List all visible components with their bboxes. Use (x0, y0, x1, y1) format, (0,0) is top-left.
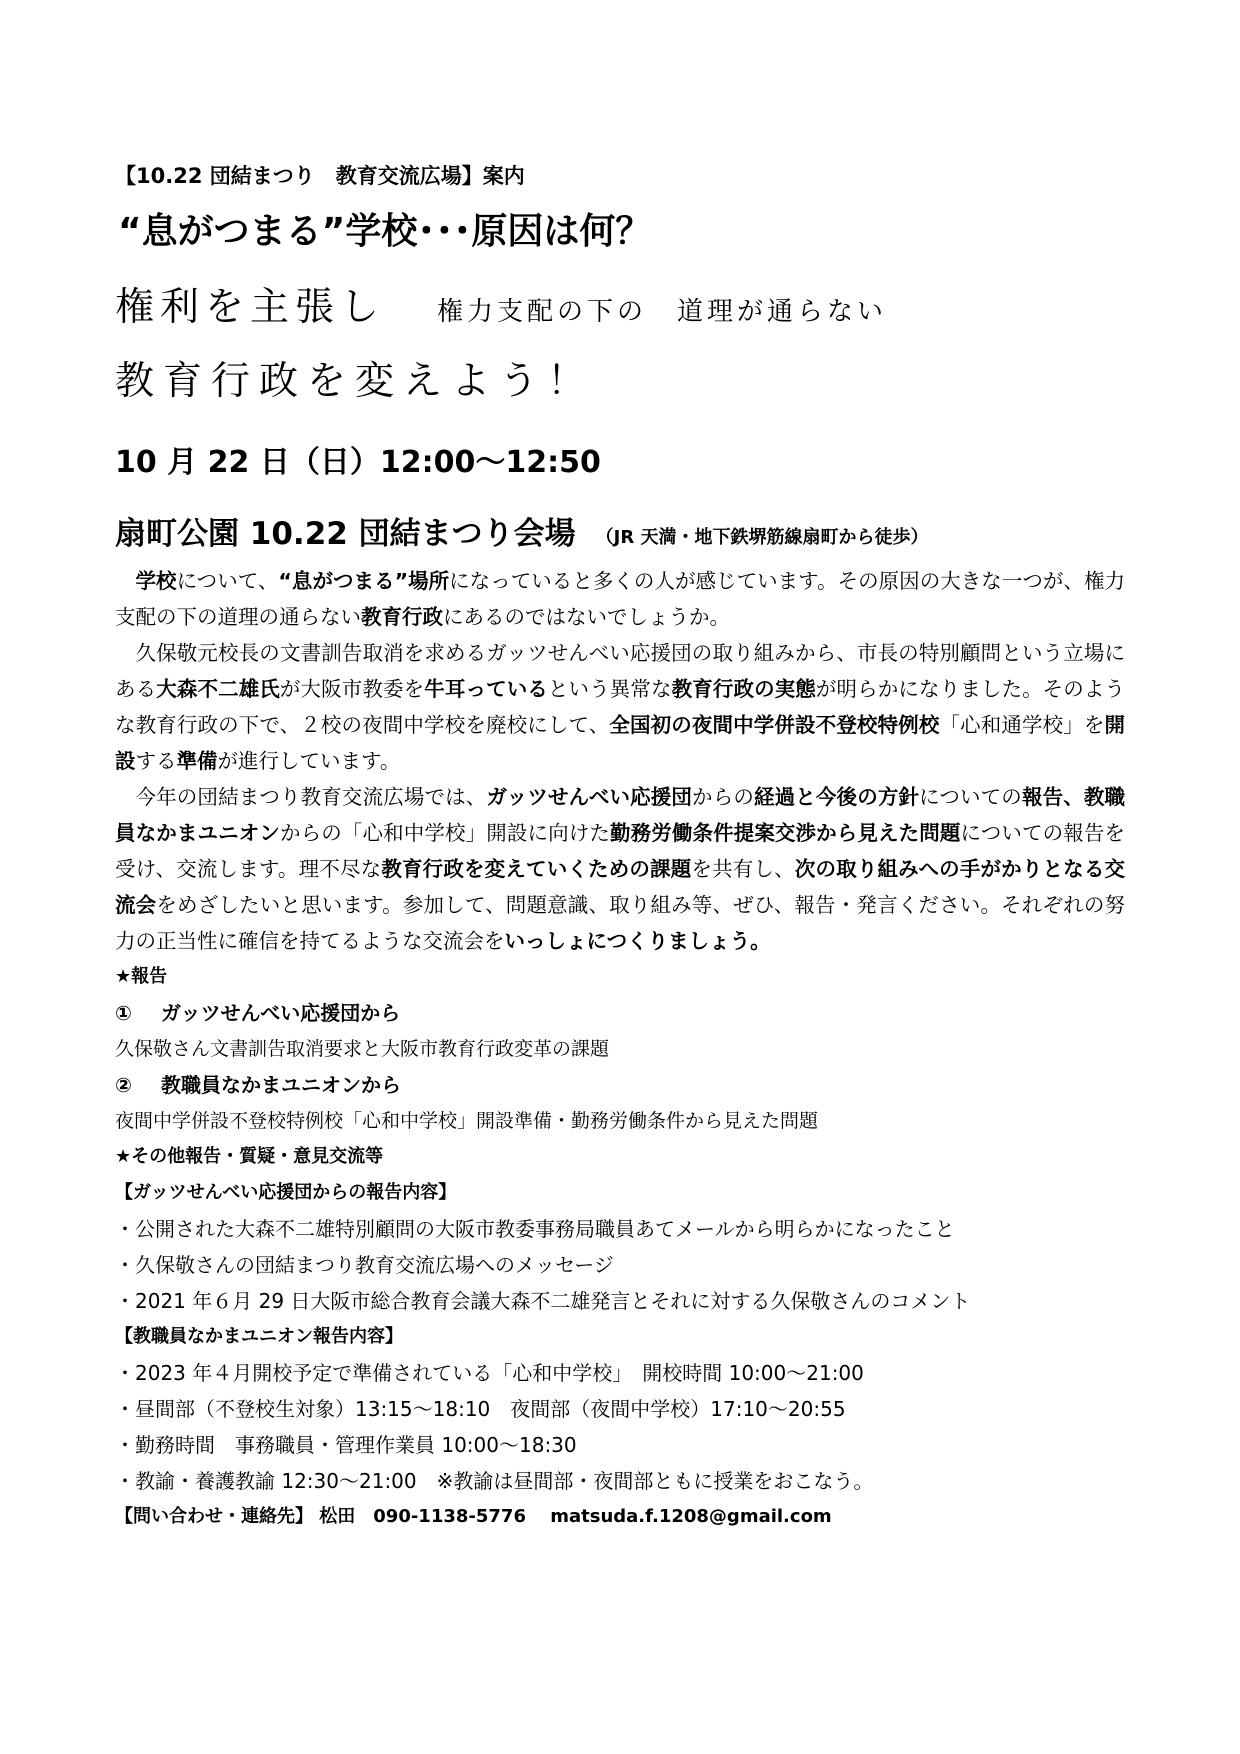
main-title: “息がつまる”学校･･･原因は何？ (118, 211, 652, 252)
emphasis-text: 開設 (115, 713, 1126, 773)
emphasis-text: いっしょにつくりましょう。 (504, 929, 771, 953)
body-text-run: 久保敬元校長の文書訓告取消を求めるガッツせんべい応援団の取り組みから、市長の特別顧問という立場にある (115, 641, 1125, 701)
emphasis-text: 教育行政を変えていくための課題 (381, 857, 692, 881)
body-paragraph (115, 779, 1125, 959)
body-paragraph (115, 563, 1125, 635)
body-text (115, 563, 1125, 1535)
emphasis-text: 教育行政の実態 (671, 677, 816, 701)
header-label: 【10.22 団結まつり 教育交流広場】案内 (115, 164, 525, 188)
report-item-2-title (115, 1067, 1125, 1103)
body-text-run: についての報告を受け、交流します。理不尽な (115, 821, 1125, 881)
body-text-run: を共有し、 (691, 857, 795, 881)
guts-item: ・公開された大森不二雄特別顧問の大阪市教委事務局職員あてメールから明らかになったこと (115, 1217, 955, 1241)
body-text-run: にあるのではないでしょうか。 (443, 605, 730, 629)
body-text-run: からの (692, 785, 754, 809)
guts-item: ・2021 年６月 29 日大阪市総合教育会議大森不二雄発言とそれに対する久保敬さんのコメント (115, 1289, 971, 1313)
subtitle-small: 権力支配の下の 道理が通らない (437, 297, 888, 327)
union-item: ・2023 年４月開校予定で準備されている「心和中学校」 開校時間 10:00～21:00 (115, 1361, 864, 1385)
report-item-2-num: ② (115, 1073, 132, 1097)
emphasis-text: 全国初の夜間中学併設不登校特例校 (609, 713, 940, 737)
union-item: ・昼間部（不登校生対象）13:15～18:10 夜間部（夜間中学校）17:10～20:55 (115, 1397, 846, 1421)
emphasis-text: 大森不二雄氏 (156, 677, 280, 701)
report-item-2-label: 教職員なかまユニオンから (161, 1073, 401, 1097)
contact-info: 【問い合わせ・連絡先】 松田 090-1138-5776 matsuda.f.1208@gmail.com (115, 1506, 832, 1527)
union-heading: 【教職員なかまユニオン報告内容】 (115, 1326, 403, 1347)
other-heading: ★その他報告・質疑・意見交流等 (115, 1146, 384, 1167)
body-text-run: 「心和通学校」を (939, 713, 1105, 737)
body-text-run: 今年の団結まつり教育交流広場では、 (135, 785, 487, 809)
body-text-run: について、 (176, 569, 279, 593)
subtitle-main: 権利を主張し (115, 285, 386, 330)
emphasis-text: 次の取り組みへの手がかりとなる交流会 (115, 857, 1126, 917)
paragraphs (115, 563, 1125, 959)
guts-item: ・久保敬さんの団結まつり教育交流広場へのメッセージ (115, 1253, 614, 1277)
body-text-run: という異常な (547, 677, 672, 701)
emphasis-text: 教育行政 (361, 605, 443, 629)
venue-name: 扇町公園 10.22 団結まつり会場 (115, 516, 576, 552)
body-text-run: が大阪市教委を (279, 677, 425, 701)
emphasis-text: 報告、教職員なかまユニオン (115, 785, 1126, 845)
subtitle-line-1 (115, 276, 887, 332)
event-venue (115, 508, 928, 553)
body-text-run: が進行しています。 (217, 749, 401, 773)
emphasis-text: 経過と今後の方針 (753, 785, 920, 809)
union-item: ・教諭・養護教諭 12:30～21:00 ※教諭は昼間部・夜間部ともに授業をおこなう。 (115, 1469, 874, 1493)
subtitle-line-2: 教育行政を変えよう！ (115, 359, 596, 404)
emphasis-text: 勤務労働条件提案交渉から見えた問題 (609, 821, 961, 845)
event-date: 10 月 22 日（日）12:00～12:50 (115, 445, 601, 480)
body-text-run: からの「心和中学校」開設に向けた (279, 821, 610, 845)
body-text-run: になっていると多くの人が感じています。その原因の大きな一つが、権力支配の下の道理の通らない (115, 569, 1125, 629)
body-paragraph (115, 635, 1125, 779)
union-item: ・勤務時間 事務職員・管理作業員 10:00～18:30 (115, 1433, 577, 1457)
emphasis-text: ガッツせんべい応援団 (486, 785, 693, 809)
emphasis-text: 牛耳っている (424, 677, 548, 701)
venue-access: （JR 天満・地下鉄堺筋線扇町から徒歩） (595, 526, 929, 548)
emphasis-text: “息がつまる”場所 (278, 569, 450, 593)
report-heading: ★報告 (115, 966, 168, 987)
report-item-2-detail: 夜間中学併設不登校特例校「心和中学校」開設準備・勤務労働条件から見えた問題 (115, 1110, 819, 1132)
emphasis-text: 準備 (176, 749, 218, 773)
report-item-1-title (115, 995, 1125, 1031)
body-text-run: が明らかになりました。そのような教育行政の下で、２校の夜間中学校を廃校にして、 (115, 677, 1126, 737)
report-item-1-detail: 久保敬さん文書訓告取消要求と大阪市教育行政変革の課題 (115, 1038, 610, 1060)
body-text-run: をめざしたいと思います。参加して、問題意識、取り組み等、ぜひ、報告・発言ください。それぞれの努力の正当性に確信を持てるような交流会を (115, 893, 1125, 953)
body-text-run: する (135, 749, 177, 773)
report-item-1-num: ① (115, 1001, 132, 1025)
emphasis-text: 学校 (135, 569, 177, 593)
guts-heading: 【ガッツせんべい応援団からの報告内容】 (115, 1182, 457, 1203)
report-item-1-label: ガッツせんべい応援団から (161, 1001, 401, 1025)
body-text-run: についての (919, 785, 1022, 809)
